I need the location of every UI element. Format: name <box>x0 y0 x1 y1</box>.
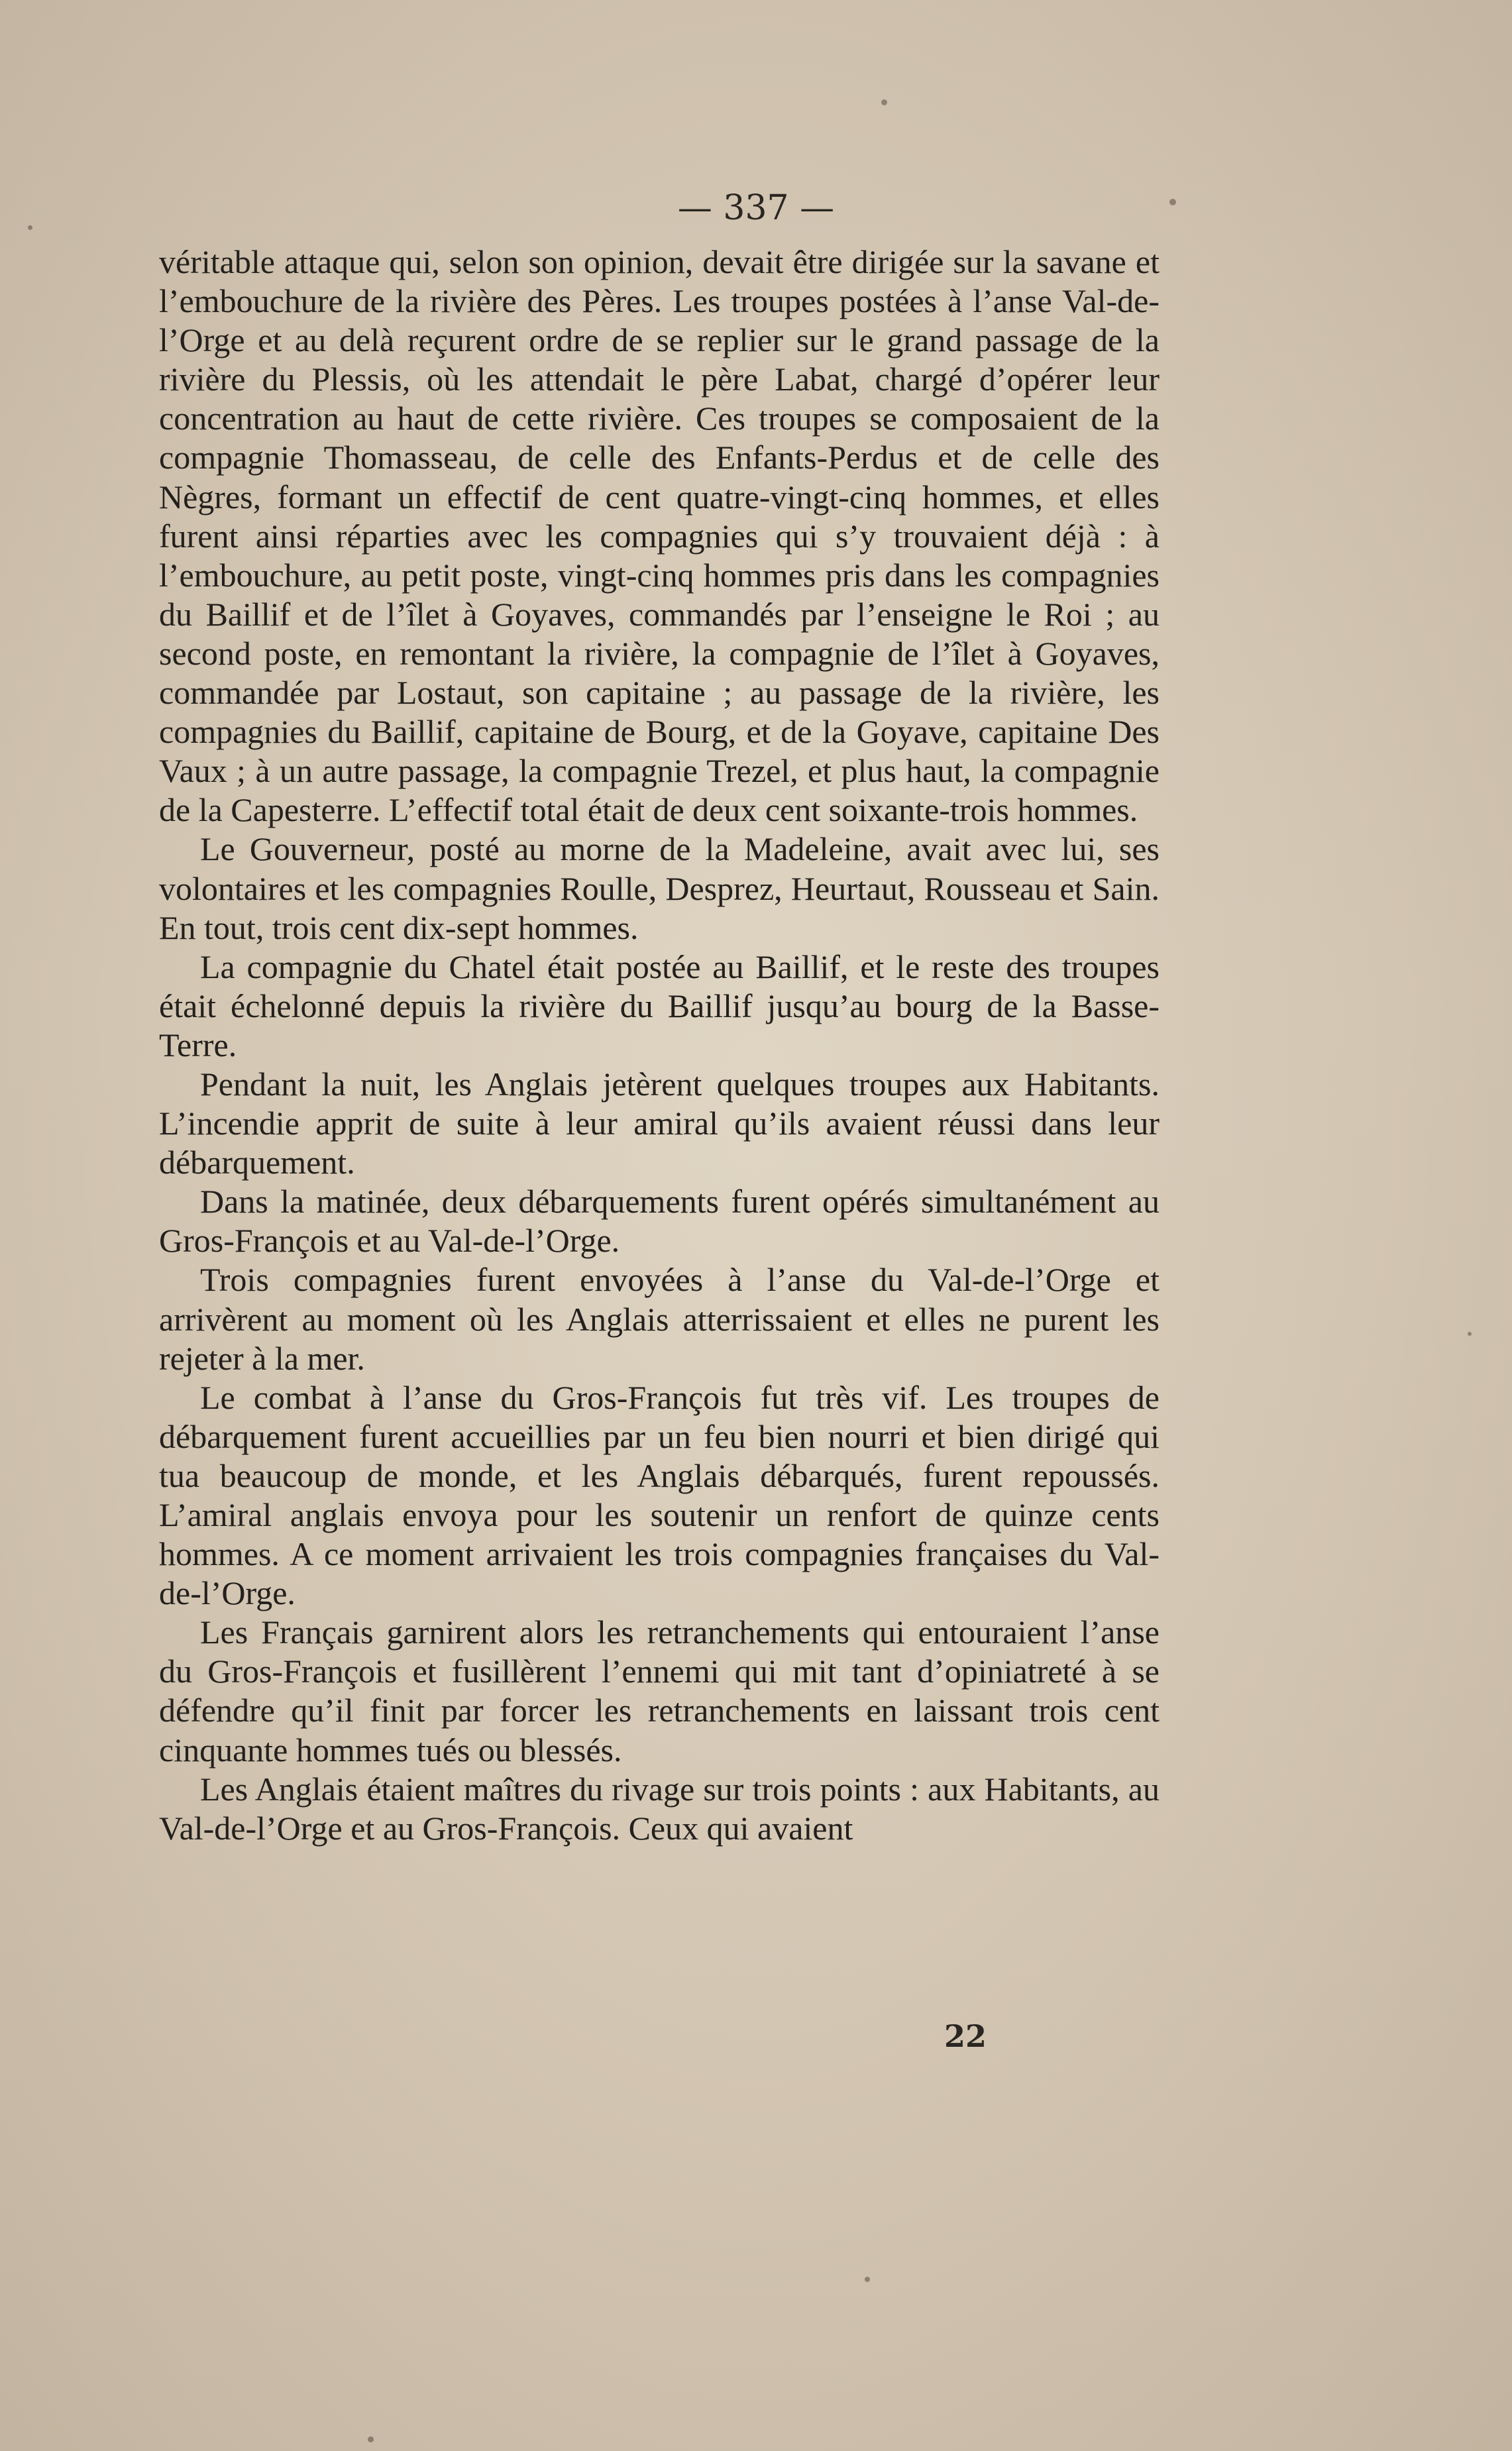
paragraph: La compagnie du Chatel était postée au Baillif, et le reste des troupes était échelonné depuis la rivière du Baillif jusqu’au bourg de la Basse-Terre. <box>159 948 1160 1063</box>
paper-speck <box>28 225 32 230</box>
paragraph: véritable attaque qui, selon son opinion, devait être dirigée sur la savane et l’embouchure de la rivière des Pères. Les troupes postées à l’anse Val-de-l’Orge et au delà reçurent ordre de se replier sur le grand passage de la rivière du Plessis, où les attendait le père Labat, chargé d’opérer leur concentration au haut de cette rivière. Ces troupes se composaient de la compagnie Thomasseau, de celle des Enfants-Perdus et de celle des Nègres, formant un effectif de cent quatre-vingt-cinq hommes, et elles furent ainsi réparties avec les compagnies qui s’y trouvaient déjà : à l’embouchure, au petit poste, vingt-cinq hommes pris dans les compagnies du Baillif et de l’îlet à Goyaves, commandés par l’enseigne le Roi ; au second poste, en remontant la rivière, la compagnie de l’îlet à Goyaves, commandée par Lostaut, son capitaine ; au passage de la rivière, les compagnies du Baillif, capitaine de Bourg, et de la Goyave, capitaine Des Vaux ; à un autre passage, la compagnie Trezel, et plus haut, la compagnie de la Capesterre. L’effectif total était de deux cent soixante-trois hommes. <box>159 243 1160 829</box>
paragraph: Le combat à l’anse du Gros-François fut très vif. Les troupes de débarquement furent accueillies par un feu bien nourri et bien dirigé qui tua beaucoup de monde, et les Anglais débarqués, furent repoussés. L’amiral anglais envoya pour les soutenir un renfort de quinze cents hommes. A ce moment arrivaient les trois compagnies françaises du Val-de-l’Orge. <box>159 1378 1160 1612</box>
paper-speck <box>865 2277 870 2282</box>
paragraph: Pendant la nuit, les Anglais jetèrent quelques troupes aux Habitants. L’incendie apprit de suite à leur amiral qu’ils avaient réussi dans leur débarquement. <box>159 1065 1160 1181</box>
page-number: — 337 — <box>677 188 835 228</box>
paragraph: Le Gouverneur, posté au morne de la Madeleine, avait avec lui, ses volontaires et les compagnies Roulle, Desprez, Heurtaut, Rousseau et Sain. En tout, trois cent dix-sept hommes. <box>159 830 1160 946</box>
paragraph: Les Anglais étaient maîtres du rivage sur trois points : aux Habitants, au Val-de-l’Orge et au Gros-François. Ceux qui avaient <box>159 1770 1160 1847</box>
paragraph: Trois compagnies furent envoyées à l’anse du Val-de-l’Orge et arrivèrent au moment où les Anglais atterrissaient et elles ne purent les rejeter à la mer. <box>159 1261 1160 1377</box>
body-text <box>159 243 1160 1848</box>
paper-speck <box>1169 199 1176 205</box>
signature-mark: 22 <box>944 2018 987 2054</box>
paragraph: Dans la matinée, deux débarquements furent opérés simultanément au Gros-François et au Val-de-l’Orge. <box>159 1183 1160 1260</box>
paper-speck <box>881 99 887 105</box>
paper-speck <box>1468 1332 1472 1336</box>
paragraph: Les Français garnirent alors les retranchements qui entouraient l’anse du Gros-François et fusillèrent l’ennemi qui mit tant d’opiniatreté à se défendre qu’il finit par forcer les retranchements en laissant trois cent cinquante hommes tués ou blessés. <box>159 1613 1160 1769</box>
paper-speck <box>368 2436 374 2442</box>
